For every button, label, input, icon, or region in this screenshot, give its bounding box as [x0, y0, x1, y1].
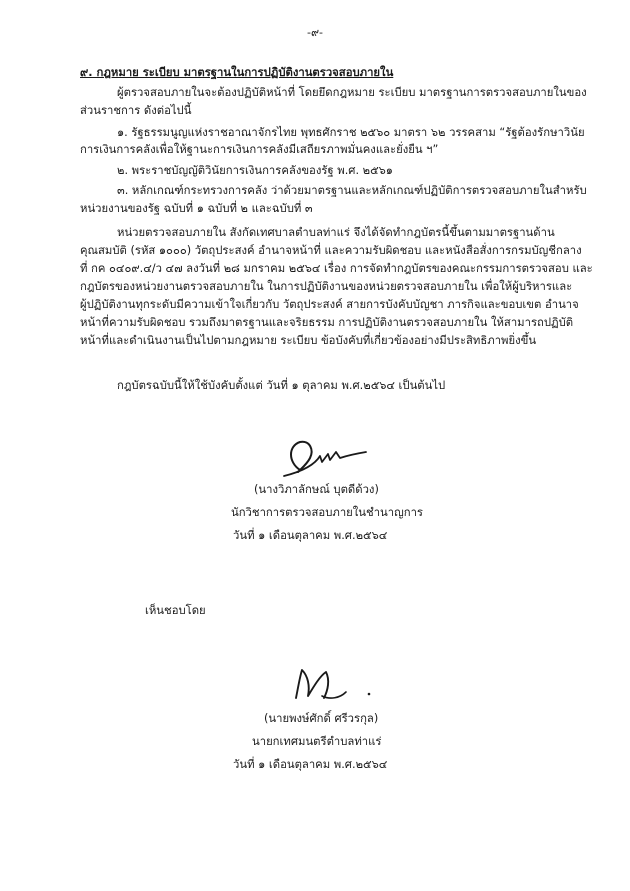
signatory-1-title: นักวิชาการตรวจสอบภายในชำนาญการ [231, 506, 423, 519]
signatory-1-date: วันที่ ๑ เดือนตุลาคม พ.ศ.๒๕๖๔ [233, 529, 388, 542]
list-item-1-line-1: ๑. รัฐธรรมนูญแห่งราชอาณาจักรไทย พุทธศักราช ๒๕๖๐ มาตรา ๖๒ วรรคสาม “รัฐต้องรักษาวินัย [117, 126, 585, 139]
paragraph-line: หน่วยตรวจสอบภายใน สังกัดเทศบาลตำบลท่าแร่ จึงได้จัดทำกฎบัตรนี้ขึ้นตามมาตรฐานด้าน [117, 226, 555, 239]
effective-date-line: กฎบัตรฉบับนี้ให้ใช้บังคับตั้งแต่ วันที่ ๑ ตุลาคม พ.ศ.๒๕๖๔ เป็นต้นไป [117, 379, 446, 392]
list-item-3-line-2: หน่วยงานของรัฐ ฉบับที่ ๑ ฉบับที่ ๒ และฉบับที่ ๓ [80, 202, 313, 215]
paragraph-line: คุณสมบัติ (รหัส ๑๐๐๐) วัตถุประสงค์ อำนาจหน้าที่ และความรับผิดชอบ และหนังสือสั่งการกรมบัญชีกลาง [80, 244, 582, 257]
approval-label: เห็นชอบโดย [145, 604, 206, 617]
list-item-1-line-2: การเงินการคลังเพื่อให้ฐานะการเงินการคลังมีเสถียรภาพมั่นคงและยั่งยืน ฯ” [80, 143, 439, 156]
paragraph-line: กฎบัตรของหน่วยงานตรวจสอบภายใน ในการปฏิบัติงานของหน่วยตรวจสอบภายใน เพื่อให้ผู้บริหารและ [80, 280, 573, 293]
intro-line-2: ส่วนราชการ ดังต่อไปนี้ [80, 104, 192, 117]
intro-line-1: ผู้ตรวจสอบภายในจะต้องปฏิบัติหน้าที่ โดยยึดกฎหมาย ระเบียบ มาตรฐานการตรวจสอบภายในของ [117, 86, 587, 99]
signatory-1-name: (นางวิภาลักษณ์ บุตดีด้วง) [254, 483, 379, 496]
paragraph-line: ที่ กค ๐๔๐๙.๔/ว ๔๗ ลงวันที่ ๒๘ มกราคม ๒๕๖๔ เรื่อง การจัดทำกฎบัตรของคณะกรรมการตรวจสอบ และ [80, 262, 593, 275]
page-number: -๙- [307, 26, 323, 39]
list-item-2: ๒. พระราชบัญญัติวินัยการเงินการคลังของรัฐ พ.ศ. ๒๕๖๑ [117, 164, 393, 177]
paragraph-line: ผู้ปฏิบัติงานทุกระดับมีความเข้าใจเกี่ยวกับ วัตถุประสงค์ สายการบังคับบัญชา ภารกิจและขอบเขต อำนาจ [80, 298, 579, 311]
paragraph-line: หน้าที่และดำเนินงานเป็นไปตามกฎหมาย ระเบียบ ข้อบังคับที่เกี่ยวข้องอย่างมีประสิทธิภาพยิ่งขึ้น [80, 334, 537, 347]
signature-1-image [270, 432, 380, 480]
signatory-2-title: นายกเทศมนตรีตำบลท่าแร่ [252, 735, 382, 748]
section-heading: ๙. กฎหมาย ระเบียบ มาตรฐานในการปฏิบัติงานตรวจสอบภายใน [80, 66, 394, 79]
list-item-3-line-1: ๓. หลักเกณฑ์กระทรวงการคลัง ว่าด้วยมาตรฐานและหลักเกณฑ์ปฏิบัติการตรวจสอบภายในสำหรับ [117, 184, 587, 197]
paragraph-line: หน้าที่ความรับผิดชอบ รวมถึงมาตรฐานและจริยธรรม การปฏิบัติงานตรวจสอบภายใน ให้สามารถปฏิบัติ [80, 316, 574, 329]
signature-2-image [286, 662, 386, 708]
signatory-2-name: (นายพงษ์ศักดิ์ ศรีวรกุล) [264, 712, 379, 725]
signatory-2-date: วันที่ ๑ เดือนตุลาคม พ.ศ.๒๕๖๔ [233, 758, 388, 771]
